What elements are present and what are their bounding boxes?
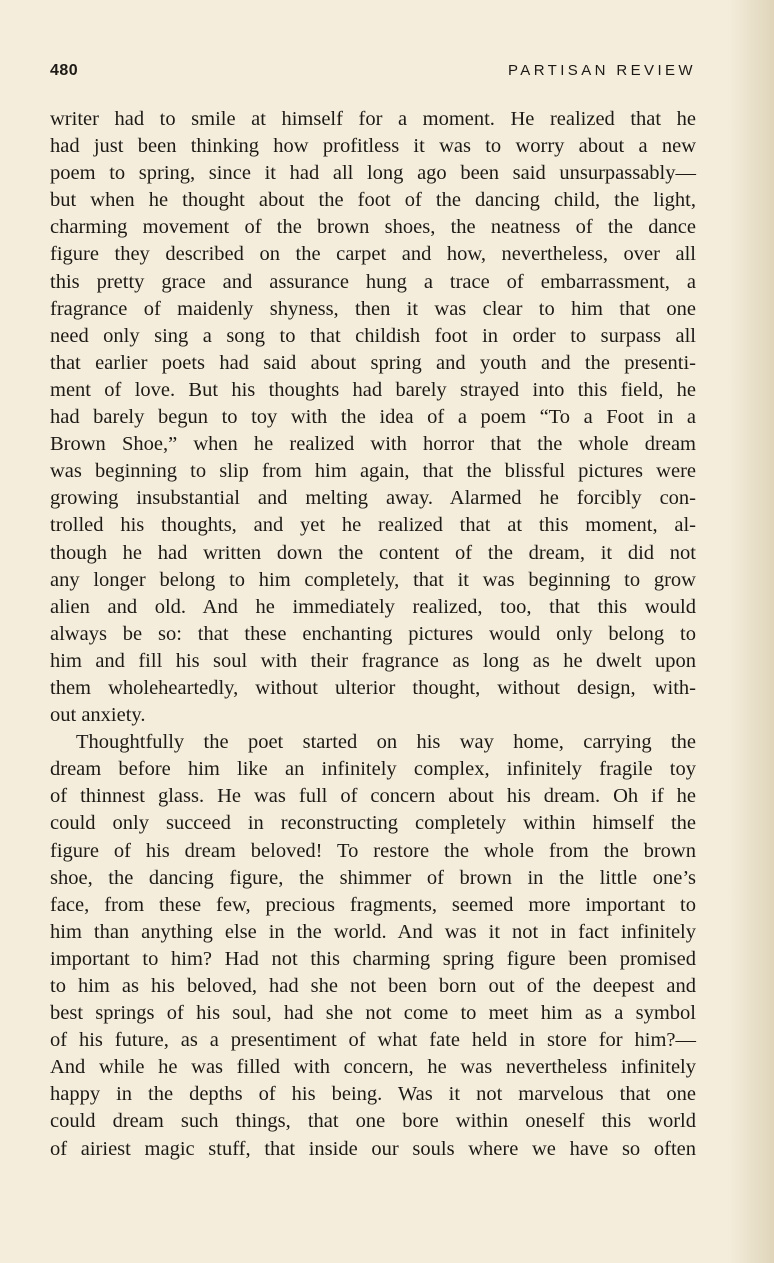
body-text <box>50 106 696 1163</box>
paragraph <box>50 106 696 729</box>
text-line: had barely begun to toy with the idea of a poem “To a Foot in a <box>50 406 696 429</box>
text-line: them wholeheartedly, without ulterior thought, without design, with- <box>50 676 696 699</box>
text-line: that earlier poets had said about spring and youth and the presenti- <box>50 351 696 374</box>
text-line: of his future, as a presentiment of what fate held in store for him?— <box>50 1029 696 1052</box>
text-line: but when he thought about the foot of the dancing child, the light, <box>50 189 696 212</box>
text-line: could dream such things, that one bore within oneself this world <box>50 1110 696 1133</box>
text-line: though he had written down the content of the dream, it did not <box>50 541 696 564</box>
paragraph <box>50 729 696 1163</box>
text-line: out anxiety. <box>50 704 146 727</box>
text-line: fragrance of maidenly shyness, then it was clear to him that one <box>50 297 696 320</box>
text-line: happy in the depths of his being. Was it not marvelous that one <box>50 1083 696 1106</box>
text-line: Thoughtfully the poet started on his way home, carrying the <box>76 731 696 754</box>
text-line: alien and old. And he immediately realized, too, that this would <box>50 595 696 618</box>
text-line: ment of love. But his thoughts had barely strayed into this field, he <box>50 378 696 401</box>
text-line: this pretty grace and assurance hung a trace of embarrassment, a <box>50 270 696 293</box>
text-line: face, from these few, precious fragments, seemed more important to <box>50 893 696 916</box>
text-line: figure of his dream beloved! To restore the whole from the brown <box>50 839 696 862</box>
text-line: need only sing a song to that childish foot in order to surpass all <box>50 324 696 347</box>
text-line: of airiest magic stuff, that inside our souls where we have so often <box>50 1137 696 1160</box>
page-header <box>50 62 696 84</box>
text-line: was beginning to slip from him again, that the blissful pictures were <box>50 460 696 483</box>
text-line: charming movement of the brown shoes, the neatness of the dance <box>50 216 696 239</box>
page-number: 480 <box>50 62 79 79</box>
text-line: Brown Shoe,” when he realized with horror that the whole dream <box>50 433 696 456</box>
text-line: poem to spring, since it had all long ago been said unsurpassably— <box>50 162 696 185</box>
text-line: dream before him like an infinitely complex, infinitely fragile toy <box>50 758 696 781</box>
text-line: best springs of his soul, had she not come to meet him as a symbol <box>50 1002 696 1025</box>
text-line: any longer belong to him completely, that it was beginning to grow <box>50 568 696 591</box>
text-line: figure they described on the carpet and how, nevertheless, over all <box>50 243 696 266</box>
text-line: important to him? Had not this charming spring figure been promised <box>50 947 696 970</box>
text-line: had just been thinking how profitless it was to worry about a new <box>50 135 696 158</box>
text-line: could only succeed in reconstructing completely within himself the <box>50 812 696 835</box>
text-line: growing insubstantial and melting away. Alarmed he forcibly con- <box>50 487 696 510</box>
text-line: him than anything else in the world. And was it not in fact infinitely <box>50 920 696 943</box>
page-edge-shadow <box>728 0 774 1263</box>
text-line: trolled his thoughts, and yet he realized that at this moment, al- <box>50 514 696 537</box>
text-line: shoe, the dancing figure, the shimmer of brown in the little one’s <box>50 866 696 889</box>
running-head: PARTISAN REVIEW <box>508 62 696 79</box>
text-line: of thinnest glass. He was full of concern about his dream. Oh if he <box>50 785 696 808</box>
text-line: to him as his beloved, had she not been born out of the deepest and <box>50 975 696 997</box>
text-line: And while he was filled with concern, he was nevertheless infinitely <box>50 1056 696 1079</box>
text-line: him and fill his soul with their fragrance as long as he dwelt upon <box>50 649 696 672</box>
text-line: always be so: that these enchanting pictures would only belong to <box>50 622 696 645</box>
text-line: writer had to smile at himself for a moment. He realized that he <box>50 108 696 130</box>
